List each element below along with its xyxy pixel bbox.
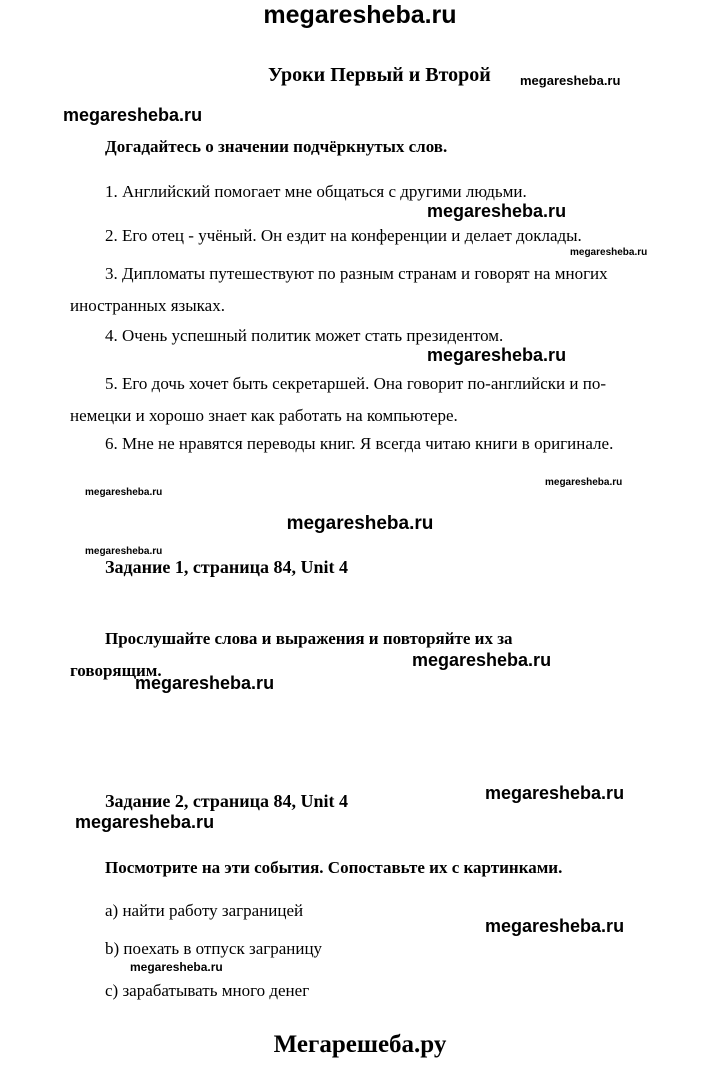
watermark: megaresheba.ru [85, 487, 163, 498]
watermark: megaresheba.ru [135, 673, 275, 693]
exercise-item: 5. Его дочь хочет быть секретаршей. Она говорит по-английски и по-немецки и хорошо знает как работать на компьютере. [70, 374, 607, 425]
watermark: megaresheba.ru [75, 812, 215, 832]
watermark: megaresheba.ru [485, 916, 625, 936]
watermark: megaresheba.ru [412, 650, 552, 670]
exercise-item: 1. Английский помогает мне общаться с другими людьми. [105, 182, 527, 201]
watermark: megaresheba.ru [427, 345, 567, 365]
watermark: megaresheba.ru [286, 513, 434, 534]
task1-heading: Задание 1, страница 84, Unit 4 [105, 557, 349, 577]
watermark: megaresheba.ru [520, 73, 621, 88]
watermark: megaresheba.ru [130, 960, 223, 974]
lesson-title: Уроки Первый и Второй [268, 64, 491, 86]
watermark: megaresheba.ru [85, 546, 163, 557]
task2-option: b) поехать в отпуск заграницу [105, 939, 323, 958]
task2-option: c) зарабатывать много денег [105, 981, 310, 1000]
exercise-item: 3. Дипломаты путешествуют по разным странам и говорят на многих иностранных языках. [70, 264, 608, 315]
task2-option: a) найти работу заграницей [105, 901, 304, 920]
watermark: megaresheba.ru [570, 247, 648, 258]
watermark: megaresheba.ru [485, 783, 625, 803]
watermark: megaresheba.ru [63, 105, 203, 125]
watermark: megaresheba.ru [545, 477, 623, 488]
watermark: megaresheba.ru [427, 201, 567, 221]
footer-brand: Мегарешеба.ру [273, 1031, 447, 1058]
task1-instruction: Прослушайте слова и выражения и повторяйте их за говорящим. [70, 629, 513, 680]
exercise-instruction: Догадайтесь о значении подчёркнутых слов. [105, 137, 448, 156]
watermark: megaresheba.ru [263, 1, 457, 29]
task2-instruction: Посмотрите на эти события. Сопоставьте их с картинками. [105, 858, 563, 877]
exercise-item: 4. Очень успешный политик может стать президентом. [105, 326, 504, 345]
exercise-item: 6. Мне не нравятся переводы книг. Я всегда читаю книги в оригинале. [105, 434, 614, 453]
exercise-item: 2. Его отец - учёный. Он ездит на конференции и делает доклады. [105, 226, 582, 245]
task2-heading: Задание 2, страница 84, Unit 4 [105, 791, 349, 811]
